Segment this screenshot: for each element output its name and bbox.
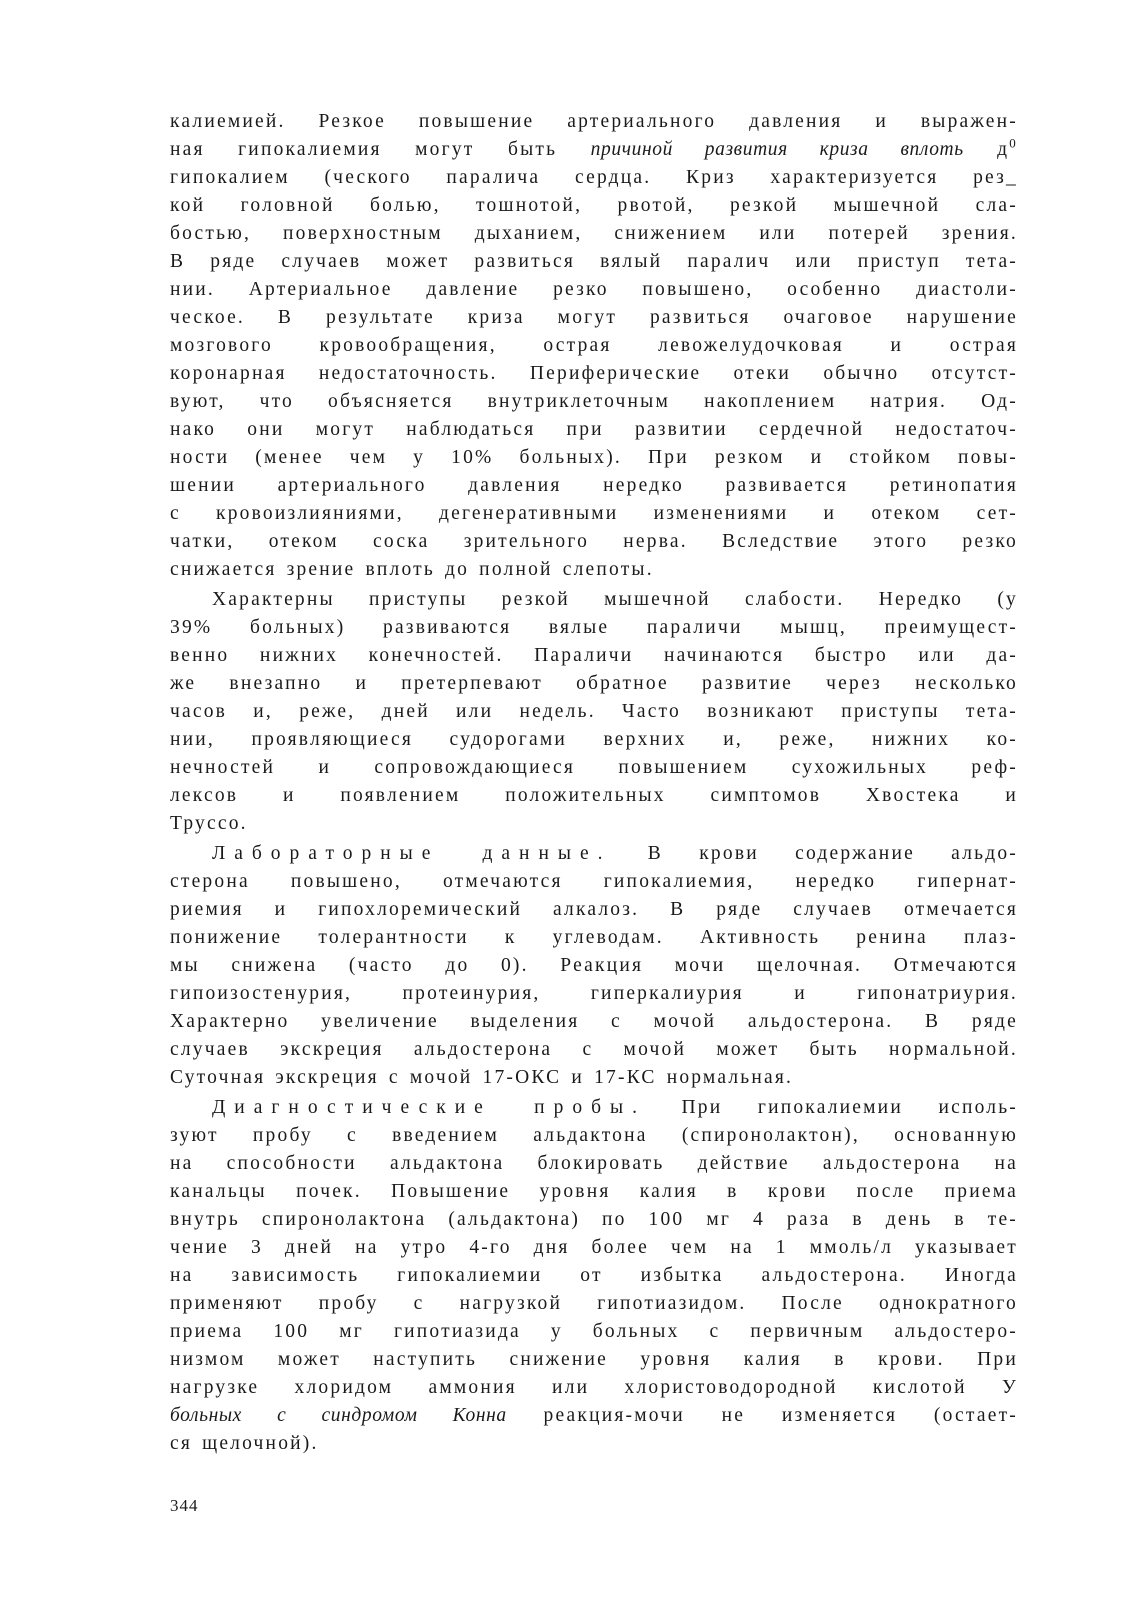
text-line: приема 100 мг гипотиазида у больных с первичным альдостеро-	[170, 1321, 1018, 1342]
text-line: нако они могут наблюдаться при развитии сердечной недостаточ-	[170, 419, 1018, 440]
text-line	[170, 1402, 1018, 1430]
superscript: 0	[1009, 135, 1018, 151]
text-line: мозгового кровообращения, острая левожелудочковая и острая	[170, 335, 1018, 356]
text-line: шении артериального давления нередко развивается ретинопатия	[170, 475, 1018, 496]
page-body	[170, 108, 1018, 1458]
text-span: При гипокалиемии исполь-	[646, 1097, 1018, 1118]
text-line: Характерно увеличение выделения с мочой альдостерона. В ряде	[170, 1011, 1018, 1032]
text-line: канальцы почек. Повышение уровня калия в крови после приема	[170, 1181, 1018, 1202]
text-line: калиемией. Резкое повышение артериального давления и выражен-	[170, 111, 1018, 132]
text-line: ческое. В результате криза могут развиться очаговое нарушение	[170, 307, 1018, 328]
text-line: нии, проявляющиеся судорогами верхних и, реже, нижних ко-	[170, 729, 1018, 750]
text-line: чение 3 дней на утро 4-го дня более чем на 1 ммоль/л указывает	[170, 1237, 1018, 1258]
text-line: гипокалием (ческого паралича сердца. Криз характеризуется рез_	[170, 167, 1018, 188]
text-span: реакция-мочи не изменяется (остает-	[506, 1405, 1018, 1426]
text-line: же внезапно и претерпевают обратное развитие через несколько	[170, 673, 1018, 694]
text-line: чатки, отеком соска зрительного нерва. Вследствие этого резко	[170, 531, 1018, 552]
section-heading: Диагностические пробы.	[212, 1097, 646, 1118]
text-line: венно нижних конечностей. Параличи начинаются быстро или да-	[170, 645, 1018, 666]
text-line: риемия и гипохлоремический алкалоз. В ряде случаев отмечается	[170, 899, 1018, 920]
text-line: гипоизостенурия, протеинурия, гиперкалиурия и гипонатриурия.	[170, 983, 1018, 1004]
text-line: применяют пробу с нагрузкой гипотиазидом. После однократного	[170, 1293, 1018, 1314]
text-line: коронарная недостаточность. Периферические отеки обычно отсутст-	[170, 363, 1018, 384]
text-line: стерона повышено, отмечаются гипокалиемия, нередко гипернат-	[170, 871, 1018, 892]
text-line: на способности альдактона блокировать действие альдостерона на	[170, 1153, 1018, 1174]
text-span: ная гипокалиемия могут быть	[170, 139, 591, 160]
text-line: нии. Артериальное давление резко повышено, особенно диастоли-	[170, 279, 1018, 300]
text-line: мы снижена (часто до 0). Реакция мочи щелочная. Отмечаются	[170, 955, 1018, 976]
text-line: случаев экскреция альдостерона с мочой может быть нормальной.	[170, 1039, 1018, 1060]
text-line: часов и, реже, дней или недель. Часто возникают приступы тета-	[170, 701, 1018, 722]
section-heading: Лабораторные данные.	[212, 843, 612, 864]
text-line: бостью, поверхностным дыханием, снижением или потерей зрения.	[170, 223, 1018, 244]
text-line: ся щелочной).	[170, 1433, 319, 1454]
text-line: лексов и появлением положительных симптомов Хвостека и	[170, 785, 1018, 806]
text-line: низмом может наступить снижение уровня калия в крови. При	[170, 1349, 1018, 1370]
text-line: понижение толерантности к углеводам. Активность ренина плаз-	[170, 927, 1018, 948]
text-line: снижается зрение вплоть до полной слепоты.	[170, 559, 654, 580]
text-line: с кровоизлияниями, дегенеративными изменениями и отеком сет-	[170, 503, 1018, 524]
text-line: Суточная экскреция с мочой 17-ОКС и 17-КС нормальная.	[170, 1067, 794, 1088]
text-line: вуют, что объясняется внутриклеточным накоплением натрия. Од-	[170, 391, 1018, 412]
italic-phrase: больных с синдромом Конна	[170, 1405, 507, 1426]
text-line: ности (менее чем у 10% больных). При резком и стойком повы-	[170, 447, 1018, 468]
text-line: на зависимость гипокалиемии от избытка альдостерона. Иногда	[170, 1265, 1018, 1286]
text-span: д	[963, 139, 1010, 160]
italic-phrase: причиной развития криза вплоть	[590, 139, 964, 160]
page-number: 344	[170, 1496, 199, 1515]
text-line	[170, 136, 1018, 164]
text-line: кой головной болью, тошнотой, рвотой, резкой мышечной сла-	[170, 195, 1018, 216]
text-line: нагрузке хлоридом аммония или хлористоводородной кислотой У	[170, 1377, 1018, 1398]
text-line: внутрь спиронолактона (альдактона) по 100 мг 4 раза в день в те-	[170, 1209, 1018, 1230]
text-line: Характерны приступы резкой мышечной слабости. Нередко (у	[212, 589, 1018, 610]
text-line	[170, 1094, 1018, 1122]
text-span: В крови содержание альдо-	[611, 843, 1018, 864]
text-line	[170, 840, 1018, 868]
text-line: Труссо.	[170, 813, 248, 834]
text-line: В ряде случаев может развиться вялый паралич или приступ тета-	[170, 251, 1018, 272]
text-line: нечностей и сопровождающиеся повышением сухожильных реф-	[170, 757, 1018, 778]
text-line: 39% больных) развиваются вялые параличи мышц, преимущест-	[170, 617, 1018, 638]
text-line: зуют пробу с введением альдактона (спиронолактон), основанную	[170, 1125, 1018, 1146]
